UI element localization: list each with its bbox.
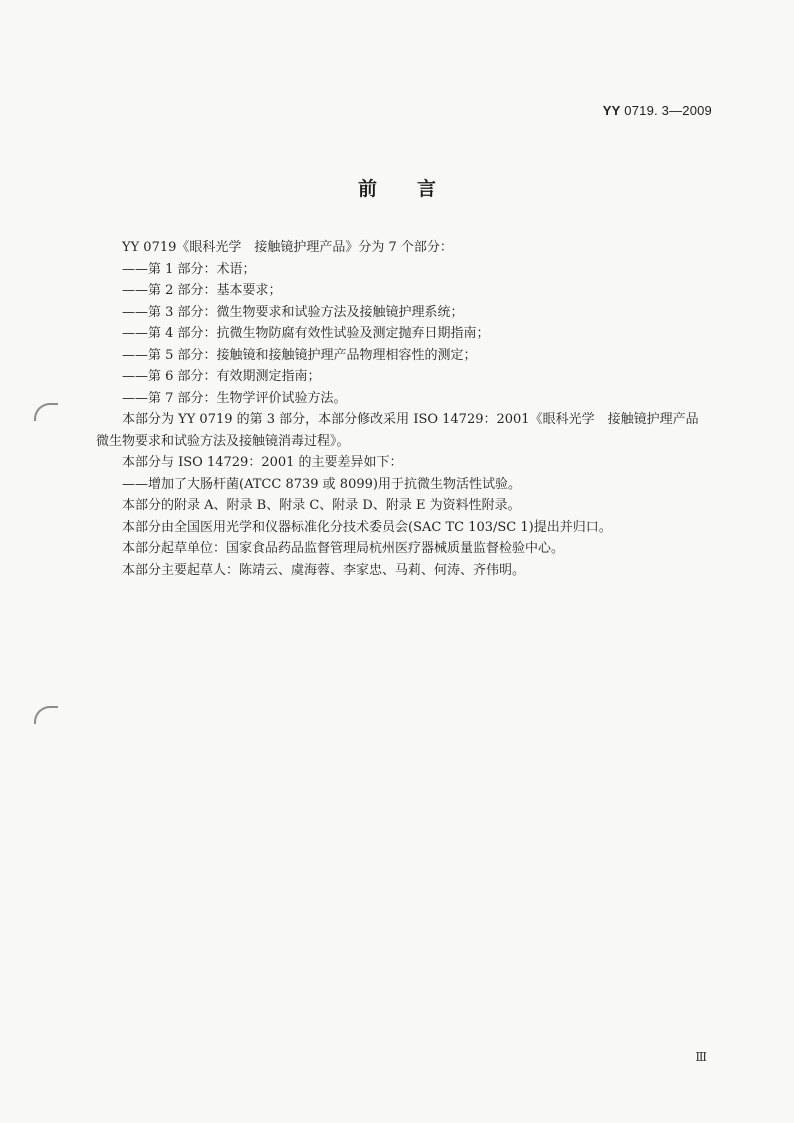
page-number: Ⅲ	[695, 1050, 707, 1064]
part-item-4: ——第 4 部分：抗微生物防腐有效性试验及测定抛弃日期指南；	[122, 326, 490, 341]
part-item-3: ——第 3 部分：微生物要求和试验方法及接触镜护理系统；	[122, 304, 464, 320]
difference-item-1: ——增加了大肠杆菌(ATCC 8739 或 8099)用于抗微生物活性试验。	[122, 476, 521, 492]
part-item-7: ——第 7 部分：生物学评价试验方法。	[122, 390, 347, 406]
standard-number	[603, 103, 712, 118]
standard-prefix: YY	[602, 103, 621, 118]
drafters-paragraph: 本部分主要起草人：陈靖云、虞海蓉、李家忠、马莉、何涛、齐伟明。	[122, 562, 526, 578]
part-item-6: ——第 6 部分：有效期测定指南；	[122, 369, 321, 384]
binder-hole-mark-lower	[34, 706, 58, 724]
page-title: 前言	[357, 178, 476, 200]
part-item-5: ——第 5 部分：接触镜和接触镜护理产品物理相容性的测定；	[122, 347, 477, 363]
annexes-paragraph: 本部分的附录 A、附录 B、附录 C、附录 D、附录 E 为资料性附录。	[122, 498, 521, 513]
part-item-2: ——第 2 部分：基本要求；	[122, 283, 282, 298]
intro-paragraph: YY 0719《眼科光学 接触镜护理产品》分为 7 个部分：	[122, 240, 453, 255]
adoption-paragraph-line-2: 微生物要求和试验方法及接触镜消毒过程》。	[96, 433, 350, 449]
proposer-paragraph: 本部分由全国医用光学和仪器标准化分技术委员会(SAC TC 103/SC 1)提出并归口。	[122, 519, 612, 535]
adoption-paragraph-line-1: 本部分为 YY 0719 的第 3 部分，本部分修改采用 ISO 14729：2001《眼科光学 接触镜护理产品	[122, 412, 699, 427]
standard-code: 0719. 3—2009	[620, 103, 712, 118]
binder-hole-mark-upper	[34, 403, 58, 421]
part-item-1: ——第 1 部分：术语；	[122, 261, 256, 277]
differences-intro: 本部分与 ISO 14729：2001 的主要差异如下：	[122, 455, 403, 470]
drafting-unit-paragraph: 本部分起草单位：国家食品药品监督管理局杭州医疗器械质量监督检验中心。	[122, 541, 565, 556]
foreword-body	[96, 237, 708, 581]
